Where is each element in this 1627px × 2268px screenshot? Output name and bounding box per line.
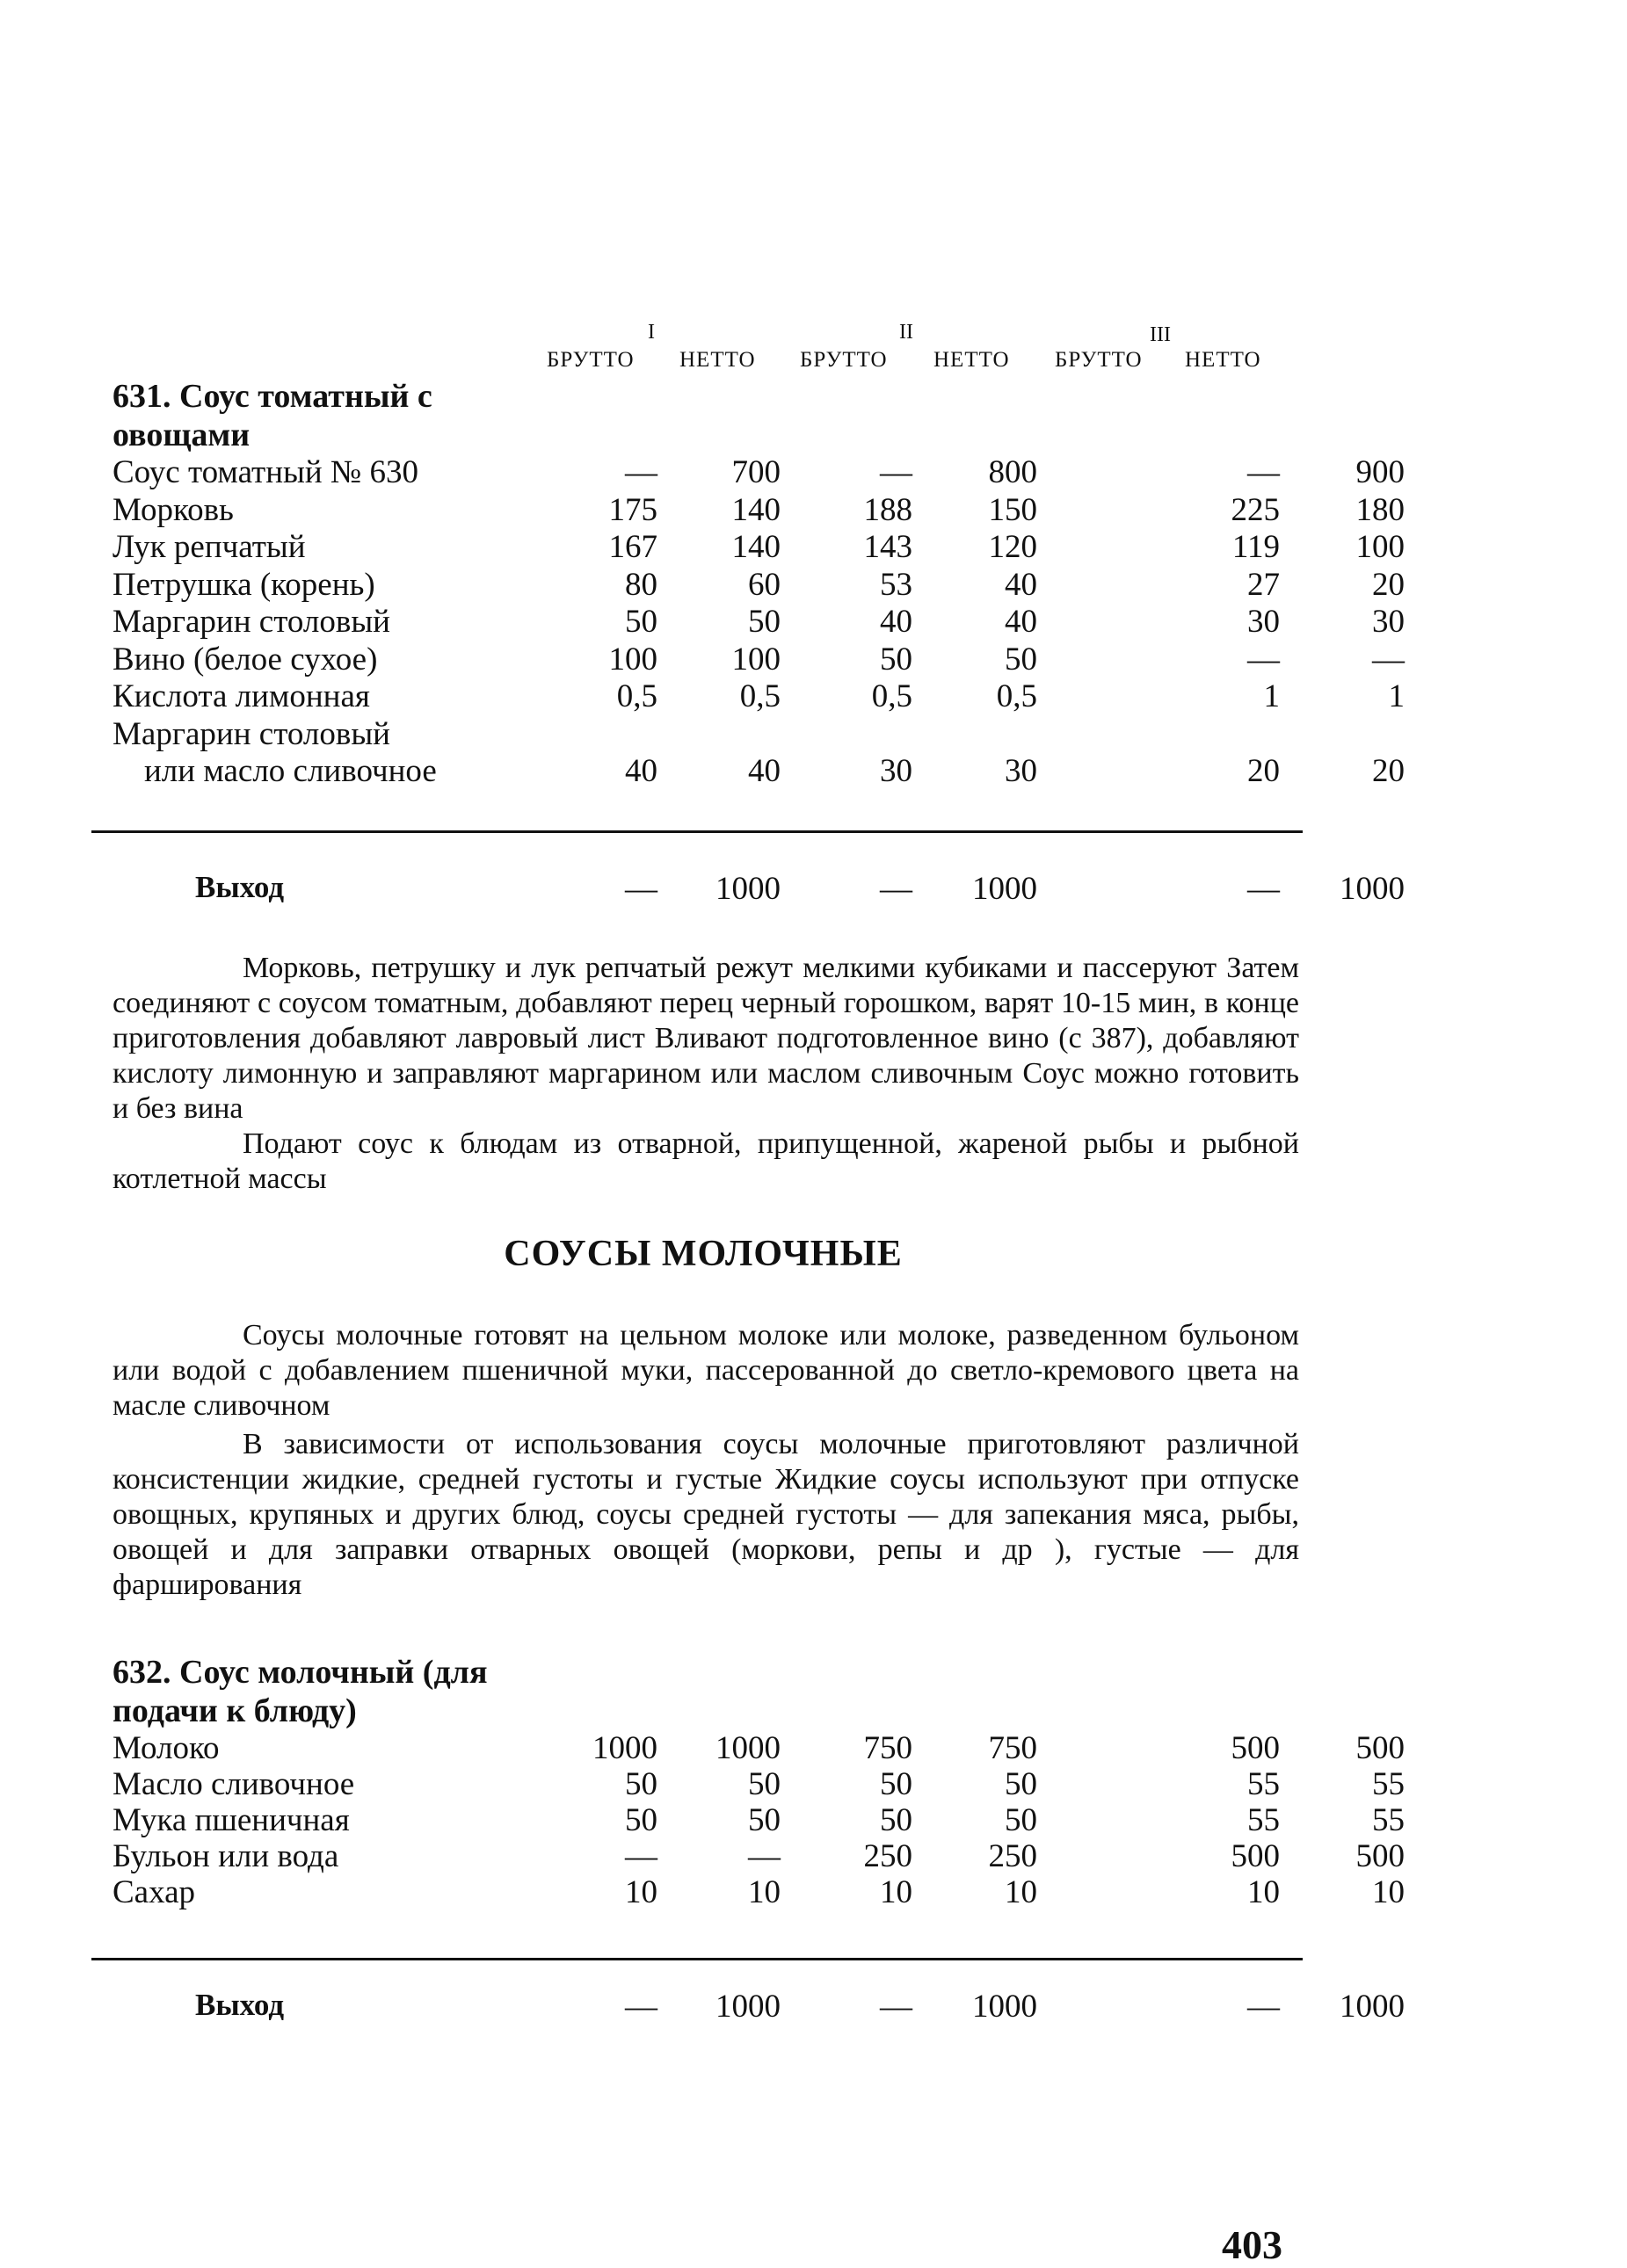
ingredient-label: Сахар: [113, 1874, 196, 1910]
amount-cell: 60: [748, 566, 781, 603]
amount-cell: 10: [1372, 1874, 1405, 1910]
ingredient-label: Мука пшеничная: [113, 1802, 350, 1838]
amount-cell: 40: [748, 753, 781, 789]
amount-cell: 30: [1372, 604, 1405, 640]
table-row: [113, 678, 1405, 716]
amount-cell: 20: [1372, 753, 1405, 789]
yield-value-3: —: [880, 1989, 912, 2025]
table-row: [113, 453, 1405, 492]
amount-cell: —: [625, 454, 657, 490]
amount-cell: 55: [1247, 1802, 1280, 1838]
ingredient-label: Морковь: [113, 491, 234, 528]
recipe-631-title-line2: овощами: [113, 417, 251, 453]
amount-cell: 1: [1263, 678, 1280, 714]
table-row: [113, 603, 1405, 641]
amount-cell: 40: [1005, 566, 1037, 603]
ingredient-label: Лук репчатый: [113, 529, 306, 565]
amount-cell: 50: [748, 1802, 781, 1838]
amount-cell: 100: [731, 641, 781, 678]
table-row: [113, 1873, 1405, 1912]
recipe-631-rule: [91, 830, 1303, 833]
amount-cell: 250: [863, 1838, 912, 1874]
yield-value-3: —: [880, 871, 912, 907]
ingredient-label: Соус томатный № 630: [113, 454, 418, 490]
table-row: [113, 491, 1405, 530]
amount-cell: 40: [1005, 604, 1037, 640]
amount-cell: 30: [880, 753, 912, 789]
group-label-2: II: [899, 321, 913, 344]
ingredient-label: Кислота лимонная: [113, 678, 370, 714]
column-header-6: НЕТТО: [1185, 348, 1261, 372]
ingredient-label: или масло сливочное: [144, 753, 437, 789]
column-header-4: НЕТТО: [933, 348, 1010, 372]
column-header-2: НЕТТО: [679, 348, 756, 372]
amount-cell: 50: [625, 1802, 657, 1838]
amount-cell: 750: [988, 1730, 1037, 1766]
amount-cell: 0,5: [871, 678, 912, 714]
amount-cell: 10: [748, 1874, 781, 1910]
table-row: [113, 528, 1405, 567]
recipe-631-method-paragraph: Морковь, петрушку и лук репчатый режут мелкими кубиками и пассеруют Затем соединяют с соусом томатным, добавляют перец черный горошком, варят 10-15 мин, в конце приготовления добавляют лавровый лист Вливают подготовленное вино (с 387), добавляют кислоту лимонную и заправляют маргарином или маслом сливочным Соус можно готовить и без вина: [113, 952, 1299, 1125]
amount-cell: 188: [863, 491, 912, 528]
amount-cell: 50: [625, 604, 657, 640]
section-intro-paragraph: Соусы молочные готовят на цельном молоке или молоке, разведенном бульоном или водой с добавлением пшеничной муки, пассерованной до светло-кремового цвета на масле сливочном: [113, 1319, 1299, 1422]
yield-value-4: 1000: [972, 871, 1037, 907]
amount-cell: 40: [880, 604, 912, 640]
recipe-632-rule: [91, 1958, 1303, 1960]
amount-cell: 50: [748, 604, 781, 640]
amount-cell: 100: [1355, 529, 1405, 565]
yield-value-5: —: [1247, 871, 1280, 907]
amount-cell: 500: [1231, 1838, 1280, 1874]
group-label-3: III: [1150, 323, 1171, 346]
amount-cell: 50: [1005, 1766, 1037, 1802]
yield-label: Выход: [195, 1988, 285, 2022]
amount-cell: 100: [608, 641, 657, 678]
yield-value-6: 1000: [1340, 871, 1405, 907]
amount-cell: 1000: [715, 1730, 781, 1766]
ingredient-label: Вино (белое сухое): [113, 641, 378, 678]
amount-cell: 50: [1005, 1802, 1037, 1838]
table-row: [113, 641, 1405, 679]
amount-cell: 40: [625, 753, 657, 789]
amount-cell: 10: [1005, 1874, 1037, 1910]
recipe-631-yield-row: [113, 870, 1405, 909]
ingredient-label: Бульон или вода: [113, 1838, 339, 1874]
amount-cell: 500: [1231, 1730, 1280, 1766]
recipe-631-serving-paragraph: Подают соус к блюдам из отварной, припущенной, жареной рыбы и рыбной котлетной массы: [113, 1127, 1299, 1195]
amount-cell: 167: [608, 529, 657, 565]
amount-cell: —: [625, 1838, 657, 1874]
amount-cell: —: [1372, 641, 1405, 678]
table-row: [113, 1765, 1405, 1804]
amount-cell: 800: [988, 454, 1037, 490]
amount-cell: 20: [1372, 566, 1405, 603]
recipe-632-title-line1: 632. Соус молочный (для: [113, 1654, 488, 1691]
table-row: [113, 1729, 1405, 1768]
amount-cell: 750: [863, 1730, 912, 1766]
amount-cell: 900: [1355, 454, 1405, 490]
amount-cell: 50: [880, 641, 912, 678]
amount-cell: 80: [625, 566, 657, 603]
amount-cell: 225: [1231, 491, 1280, 528]
amount-cell: 10: [880, 1874, 912, 1910]
amount-cell: 180: [1355, 491, 1405, 528]
amount-cell: 50: [880, 1802, 912, 1838]
recipe-631-title-line1: 631. Соус томатный с: [113, 378, 432, 415]
amount-cell: 20: [1247, 753, 1280, 789]
yield-value-5: —: [1247, 1989, 1280, 2025]
section-consistency-paragraph: В зависимости от использования соусы молочные приготовляют различной консистенции жидкие, средней густоты и густые Жидкие соусы используют при отпуске овощных, крупяных и других блюд, соусы средней густоты — для запекания мяса, рыбы, овощей и для заправки отварных овощей (моркови, репы и др ), густые — для фарширования: [113, 1428, 1299, 1601]
ingredient-label: Масло сливочное: [113, 1766, 355, 1802]
yield-value-1: —: [625, 1989, 657, 2025]
yield-label: Выход: [195, 870, 285, 904]
column-header-5: БРУТТО: [1055, 348, 1143, 372]
amount-cell: —: [748, 1838, 781, 1874]
amount-cell: 27: [1247, 566, 1280, 603]
amount-cell: —: [1247, 641, 1280, 678]
table-row: [113, 752, 1405, 791]
amount-cell: 0,5: [616, 678, 657, 714]
amount-cell: 50: [625, 1766, 657, 1802]
amount-cell: 10: [625, 1874, 657, 1910]
recipe-632-yield-row: [113, 1988, 1405, 2026]
amount-cell: 1: [1388, 678, 1405, 714]
table-row: [113, 1801, 1405, 1840]
amount-cell: 500: [1355, 1838, 1405, 1874]
ingredient-label: Петрушка (корень): [113, 566, 375, 603]
amount-cell: 0,5: [739, 678, 781, 714]
amount-cell: 140: [731, 491, 781, 528]
recipe-632-title-line2: подачи к блюду): [113, 1692, 357, 1729]
amount-cell: 55: [1372, 1766, 1405, 1802]
amount-cell: 10: [1247, 1874, 1280, 1910]
amount-cell: —: [880, 454, 912, 490]
ingredient-label: Молоко: [113, 1730, 220, 1766]
table-row: [113, 566, 1405, 605]
ingredient-label: Маргарин столовый: [113, 715, 390, 752]
table-row: [113, 1837, 1405, 1876]
amount-cell: 53: [880, 566, 912, 603]
amount-cell: 175: [608, 491, 657, 528]
amount-cell: 30: [1005, 753, 1037, 789]
yield-value-4: 1000: [972, 1989, 1037, 2025]
yield-value-6: 1000: [1340, 1989, 1405, 2025]
amount-cell: 50: [1005, 641, 1037, 678]
amount-cell: 119: [1231, 529, 1280, 565]
column-header-3: БРУТТО: [800, 348, 888, 372]
amount-cell: 140: [731, 529, 781, 565]
amount-cell: 1000: [592, 1730, 657, 1766]
amount-cell: 55: [1247, 1766, 1280, 1802]
amount-cell: —: [1247, 454, 1280, 490]
amount-cell: 250: [988, 1838, 1037, 1874]
group-label-1: I: [648, 321, 655, 344]
yield-value-2: 1000: [715, 871, 781, 907]
section-title: СОУСЫ МОЛОЧНЫЕ: [504, 1234, 903, 1274]
amount-cell: 150: [988, 491, 1037, 528]
table-row: [113, 715, 1299, 754]
amount-cell: 50: [880, 1766, 912, 1802]
amount-cell: 0,5: [996, 678, 1037, 714]
page-number: 403: [1222, 2222, 1282, 2267]
yield-value-2: 1000: [715, 1989, 781, 2025]
amount-cell: 500: [1355, 1730, 1405, 1766]
ingredient-label: Маргарин столовый: [113, 604, 390, 640]
yield-value-1: —: [625, 871, 657, 907]
amount-cell: 120: [988, 529, 1037, 565]
column-header-1: БРУТТО: [547, 348, 635, 372]
amount-cell: 50: [748, 1766, 781, 1802]
amount-cell: 55: [1372, 1802, 1405, 1838]
amount-cell: 30: [1247, 604, 1280, 640]
amount-cell: 700: [731, 454, 781, 490]
amount-cell: 143: [863, 529, 912, 565]
